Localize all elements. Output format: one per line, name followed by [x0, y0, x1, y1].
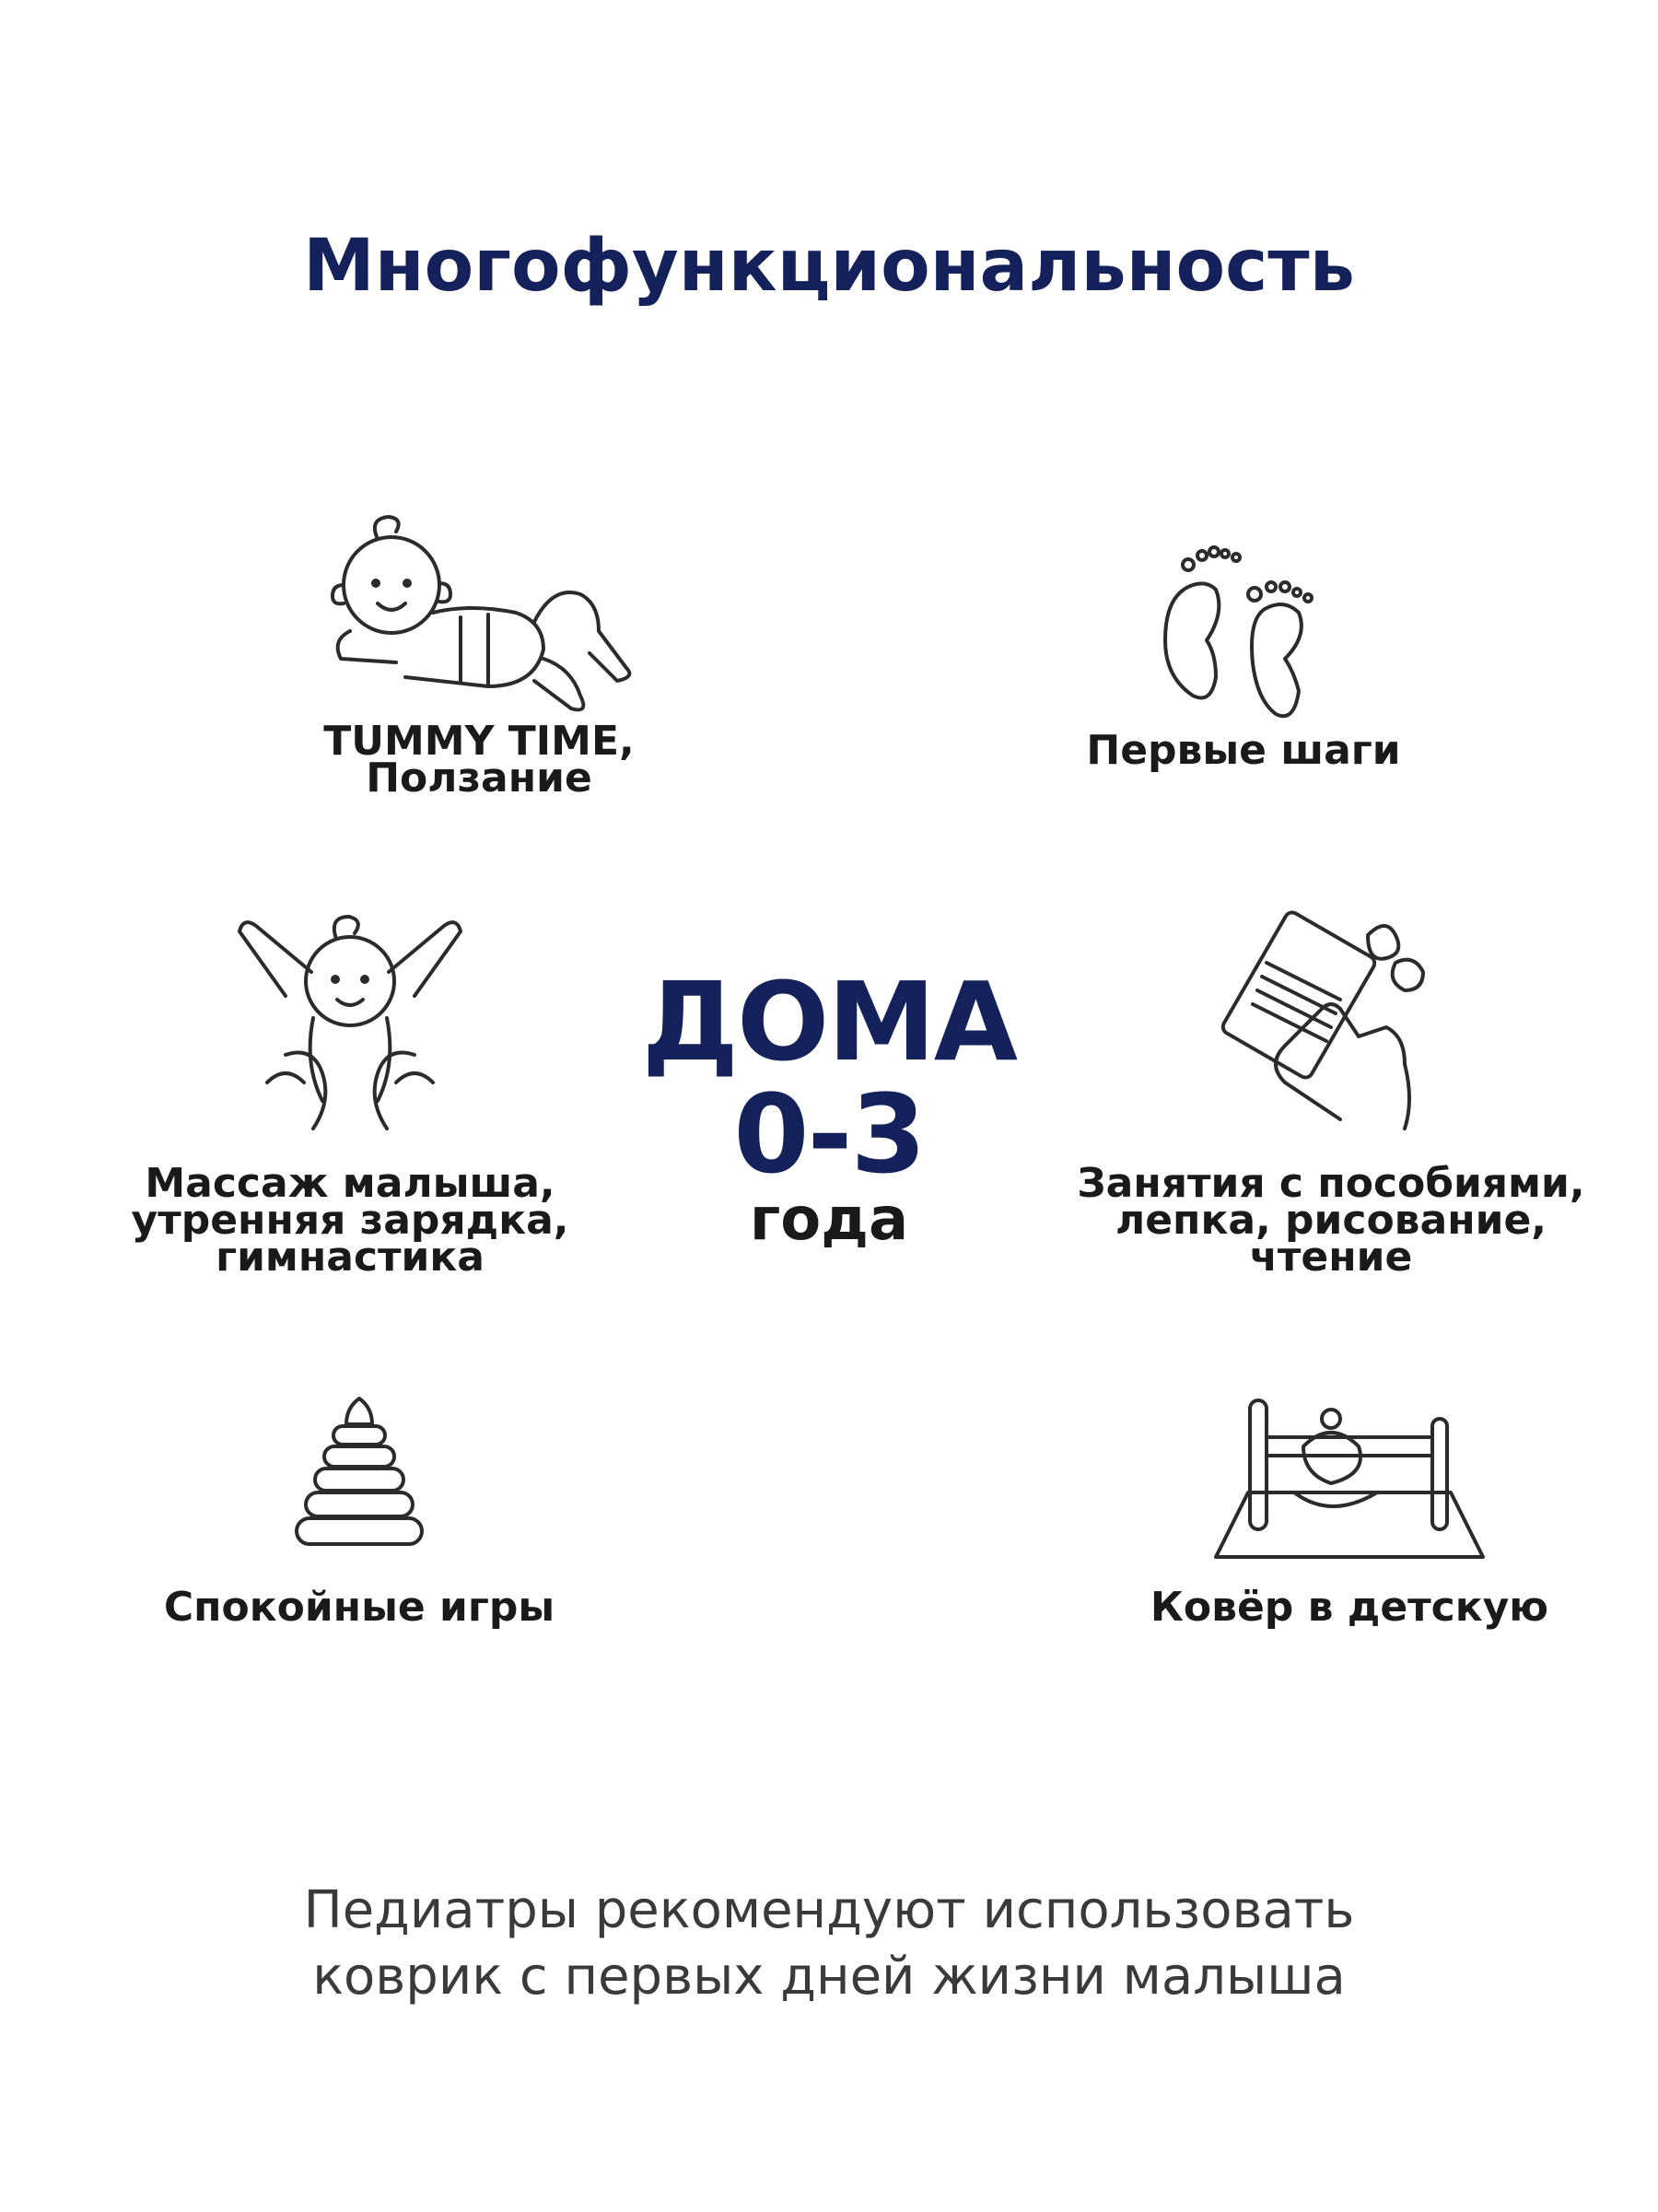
- footer-line: коврик с первых дней жизни малыша: [312, 1947, 1346, 2007]
- feature-label: TUMMY TIME, Ползание: [323, 718, 635, 802]
- baby-massage-icon: [212, 907, 488, 1138]
- nursery-rug-icon: [1202, 1391, 1497, 1566]
- feature-nursery-rug: [1027, 1391, 1658, 1649]
- feature-tummy-time: [157, 511, 801, 815]
- feature-first-steps: [921, 539, 1566, 815]
- feature-label: Ковёр в детскую: [1150, 1584, 1549, 1631]
- age-badge-place: ДОМА: [641, 958, 1017, 1085]
- footer-line: Педиатры рекомендуют использовать: [303, 1880, 1355, 1940]
- baby-crawling-icon: [313, 511, 645, 714]
- footer-note: [0, 1878, 1658, 2010]
- feature-calm-games: [37, 1391, 682, 1649]
- feature-label: Массаж малыша, утренняя зарядка, гимнастика: [131, 1160, 569, 1281]
- age-badge-range: 0-3: [733, 1071, 925, 1198]
- feature-label: Первые шаги: [1086, 727, 1401, 774]
- hand-drawing-icon: [1211, 907, 1451, 1138]
- stacking-rings-icon: [267, 1391, 451, 1566]
- page-title: Многофункциональность: [303, 225, 1355, 308]
- feature-label: Спокойные игры: [163, 1584, 555, 1631]
- age-badge-unit: года: [749, 1186, 909, 1254]
- feature-activities: [1009, 907, 1653, 1294]
- feature-label: Занятия с пособиями, лепка, рисование, чтение: [1077, 1160, 1585, 1281]
- footprints-icon: [1151, 539, 1336, 723]
